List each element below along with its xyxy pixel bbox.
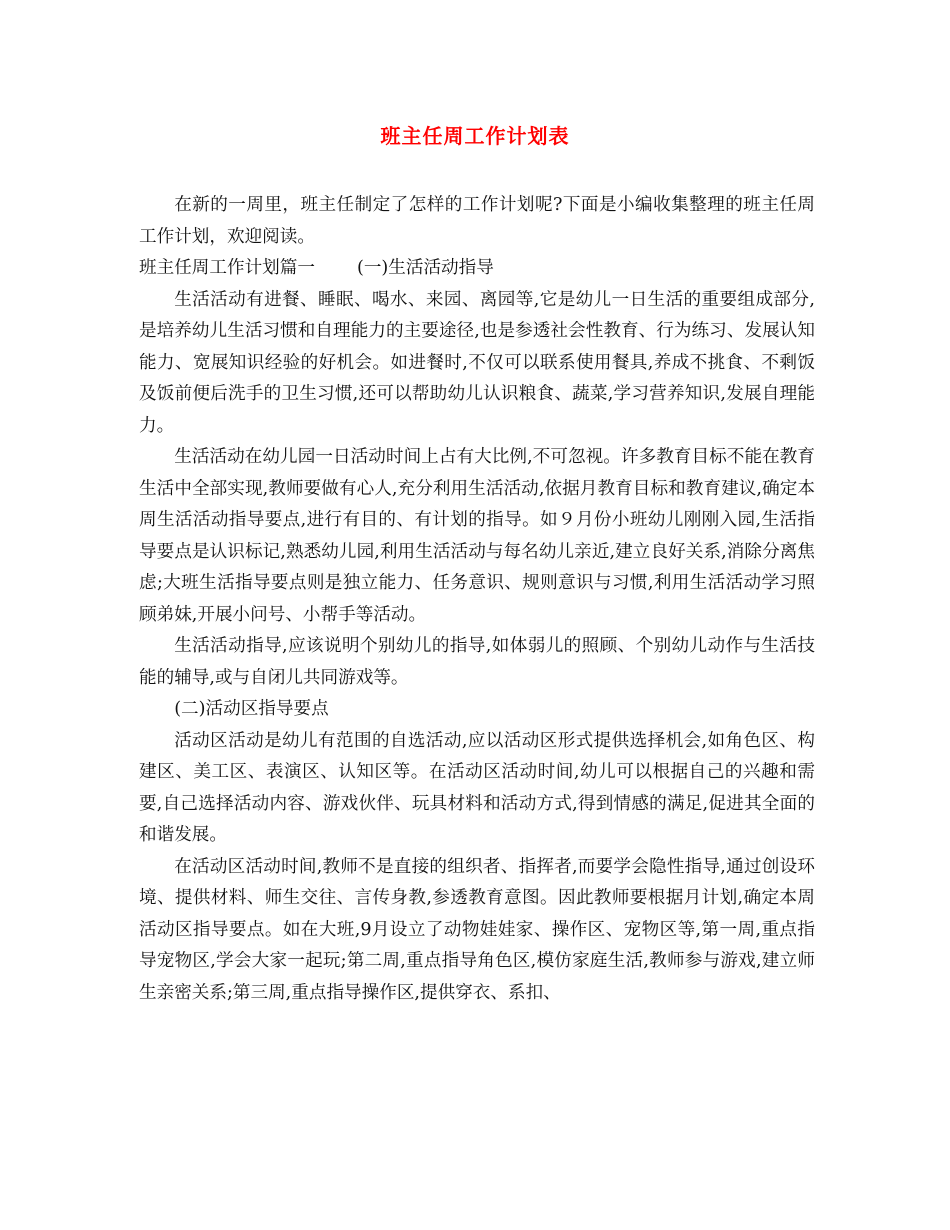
paragraph: 生活活动指导,应该说明个别幼儿的指导,如体弱儿的照顾、个别幼儿动作与生活技能的辅导,或与自闭儿共同游戏等。 [139,636,815,688]
section2-heading: (二)活动区指导要点 [174,699,329,719]
paragraph: 在活动区活动时间,教师不是直接的组织者、指挥者,而要学会隐性指导,通过创设环境、提供材料、师生交往、言传身教,参透教育意图。因此教师要根据月计划,确定本周活动区指导要点。如在大班,9月设立了动物娃娃家、操作区、宠物区等,第一周,重点指导宠物区,学会大家一起玩;第二周,重点指导角色区,模仿家庭生活,教师参与游戏,建立师生亲密关系;第三周,重点指导操作区,提供穿衣、系扣、 [139,856,815,1003]
section1-label: 班主任周工作计划篇一 [139,258,315,278]
section1-heading [139,253,815,285]
document-body [139,190,815,1009]
paragraph: 生活活动有进餐、睡眠、喝水、来园、离园等,它是幼儿一日生活的重要组成部分,是培养幼儿生活习惯和自理能力的主要途径,也是参透社会性教育、行为练习、发展认知能力、宽展知识经验的好机会。如进餐时,不仅可以联系使用餐具,养成不挑食、不剩饭及饭前便后洗手的卫生习惯,还可以帮助幼儿认识粮食、蔬菜,学习营养知识,发展自理能力。 [139,289,815,436]
paragraph: 活动区活动是幼儿有范围的自选活动,应以活动区形式提供选择机会,如角色区、构建区、美工区、表演区、认知区等。在活动区活动时间,幼儿可以根据自己的兴趣和需要,自己选择活动内容、游戏伙伴、玩具材料和活动方式,得到情感的满足,促进其全面的和谐发展。 [139,730,815,845]
paragraph: 生活活动在幼儿园一日活动时间上占有大比例,不可忽视。许多教育目标不能在教育生活中全部实现,教师要做有心人,充分利用生活活动,依据月教育目标和教育建议,确定本周生活活动指导要点,进行有目的、有计划的指导。如９月份小班幼儿刚刚入园,生活指导要点是认识标记,熟悉幼儿园,利用生活活动与每名幼儿亲近,建立良好关系,消除分离焦虑;大班生活指导要点则是独立能力、任务意识、规则意识与习惯,利用生活活动学习照顾弟妹,开展小问号、小帮手等活动。 [139,447,815,625]
intro-paragraph: 在新的一周里，班主任制定了怎样的工作计划呢?下面是小编收集整理的班主任周工作计划，欢迎阅读。 [139,195,815,247]
page-title: 班主任周工作计划表 [380,124,570,148]
section1-subheading: (一)生活活动指导 [356,258,494,278]
